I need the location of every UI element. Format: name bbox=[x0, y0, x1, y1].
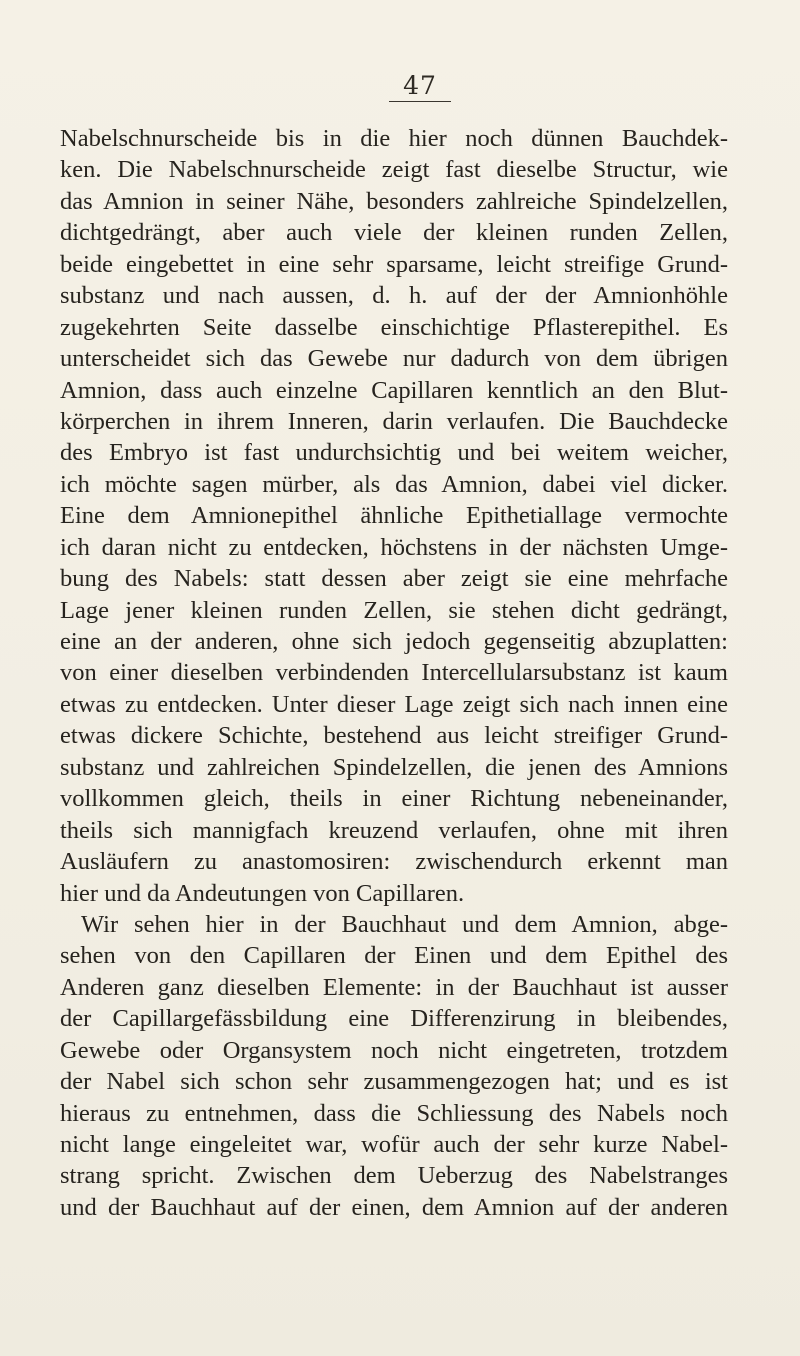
text-line: Nabelschnurscheide bis in die hier noch dünnen Bauchdek- bbox=[60, 125, 728, 152]
text-line: eine an der anderen, ohne sich jedoch gegenseitig abzuplatten: bbox=[60, 628, 728, 655]
text-line: von einer dieselben verbindenden Intercellularsubstanz ist kaum bbox=[60, 659, 728, 687]
text-line: substanz und nach aussen, d. h. auf der der Amnionhöhle bbox=[60, 282, 728, 310]
text-line: ich möchte sagen mürber, als das Amnion, dabei viel dicker. bbox=[60, 470, 728, 498]
text-line: Gewebe oder Organsystem noch nicht eingetreten, trotzdem bbox=[60, 1036, 728, 1064]
paragraph-start-line: Wir sehen hier in der Bauchhaut und dem Amnion, abge- bbox=[81, 910, 728, 938]
text-line: bung des Nabels: statt dessen aber zeigt sie eine mehrfache bbox=[60, 565, 728, 593]
text-line: hieraus zu entnehmen, dass die Schliessung des Nabels noch bbox=[60, 1099, 728, 1127]
page-number-text: 47 bbox=[389, 71, 451, 102]
text-line: vollkommen gleich, theils in einer Richtung nebeneinander, bbox=[60, 785, 728, 813]
text-line: Anderen ganz dieselben Elemente: in der Bauchhaut ist ausser bbox=[60, 973, 728, 1001]
text-line: etwas dickere Schichte, bestehend aus leicht streifiger Grund- bbox=[60, 722, 728, 750]
text-line: nicht lange eingeleitet war, wofür auch der sehr kurze Nabel- bbox=[60, 1131, 728, 1158]
paragraph-end-line: hier und da Andeutungen von Capillaren. bbox=[60, 879, 465, 907]
body-text bbox=[60, 123, 728, 1223]
text-line: Lage jener kleinen runden Zellen, sie stehen dicht gedrängt, bbox=[60, 596, 728, 624]
text-line: Eine dem Amnionepithel ähnliche Epithetiallage vermochte bbox=[60, 502, 728, 530]
text-line: des Embryo ist fast undurchsichtig und bei weitem weicher, bbox=[60, 439, 728, 467]
text-line: unterscheidet sich das Gewebe nur dadurch von dem übrigen bbox=[60, 345, 728, 373]
text-line: Ausläufern zu anastomosiren: zwischendurch erkennt man bbox=[60, 848, 728, 876]
text-line: dichtgedrängt, aber auch viele der kleinen runden Zellen, bbox=[60, 219, 728, 247]
page-number bbox=[0, 71, 800, 102]
text-line: sehen von den Capillaren der Einen und dem Epithel des bbox=[60, 942, 728, 970]
text-line: und der Bauchhaut auf der einen, dem Amnion auf der anderen bbox=[60, 1193, 728, 1221]
text-line: ich daran nicht zu entdecken, höchstens in der nächsten Umge- bbox=[60, 533, 728, 561]
text-line: Amnion, dass auch einzelne Capillaren kenntlich an den Blut- bbox=[60, 376, 728, 404]
text-line: ken. Die Nabelschnurscheide zeigt fast dieselbe Structur, wie bbox=[60, 156, 728, 184]
text-line: körperchen in ihrem Inneren, darin verlaufen. Die Bauchdecke bbox=[60, 407, 728, 435]
text-line: substanz und zahlreichen Spindelzellen, die jenen des Amnions bbox=[60, 753, 728, 781]
text-line: theils sich mannigfach kreuzend verlaufen, ohne mit ihren bbox=[60, 816, 728, 844]
text-line: strang spricht. Zwischen dem Ueberzug des Nabelstranges bbox=[60, 1162, 728, 1190]
text-line: der Capillargefässbildung eine Differenzirung in bleibendes, bbox=[60, 1005, 728, 1033]
text-line: das Amnion in seiner Nähe, besonders zahlreiche Spindelzellen, bbox=[60, 187, 728, 215]
text-line: zugekehrten Seite dasselbe einschichtige Pflasterepithel. Es bbox=[60, 313, 728, 341]
text-line: der Nabel sich schon sehr zusammengezogen hat; und es ist bbox=[60, 1068, 728, 1096]
text-line: beide eingebettet in eine sehr sparsame, leicht streifige Grund- bbox=[60, 250, 728, 278]
text-line: etwas zu entdecken. Unter dieser Lage zeigt sich nach innen eine bbox=[60, 690, 728, 718]
